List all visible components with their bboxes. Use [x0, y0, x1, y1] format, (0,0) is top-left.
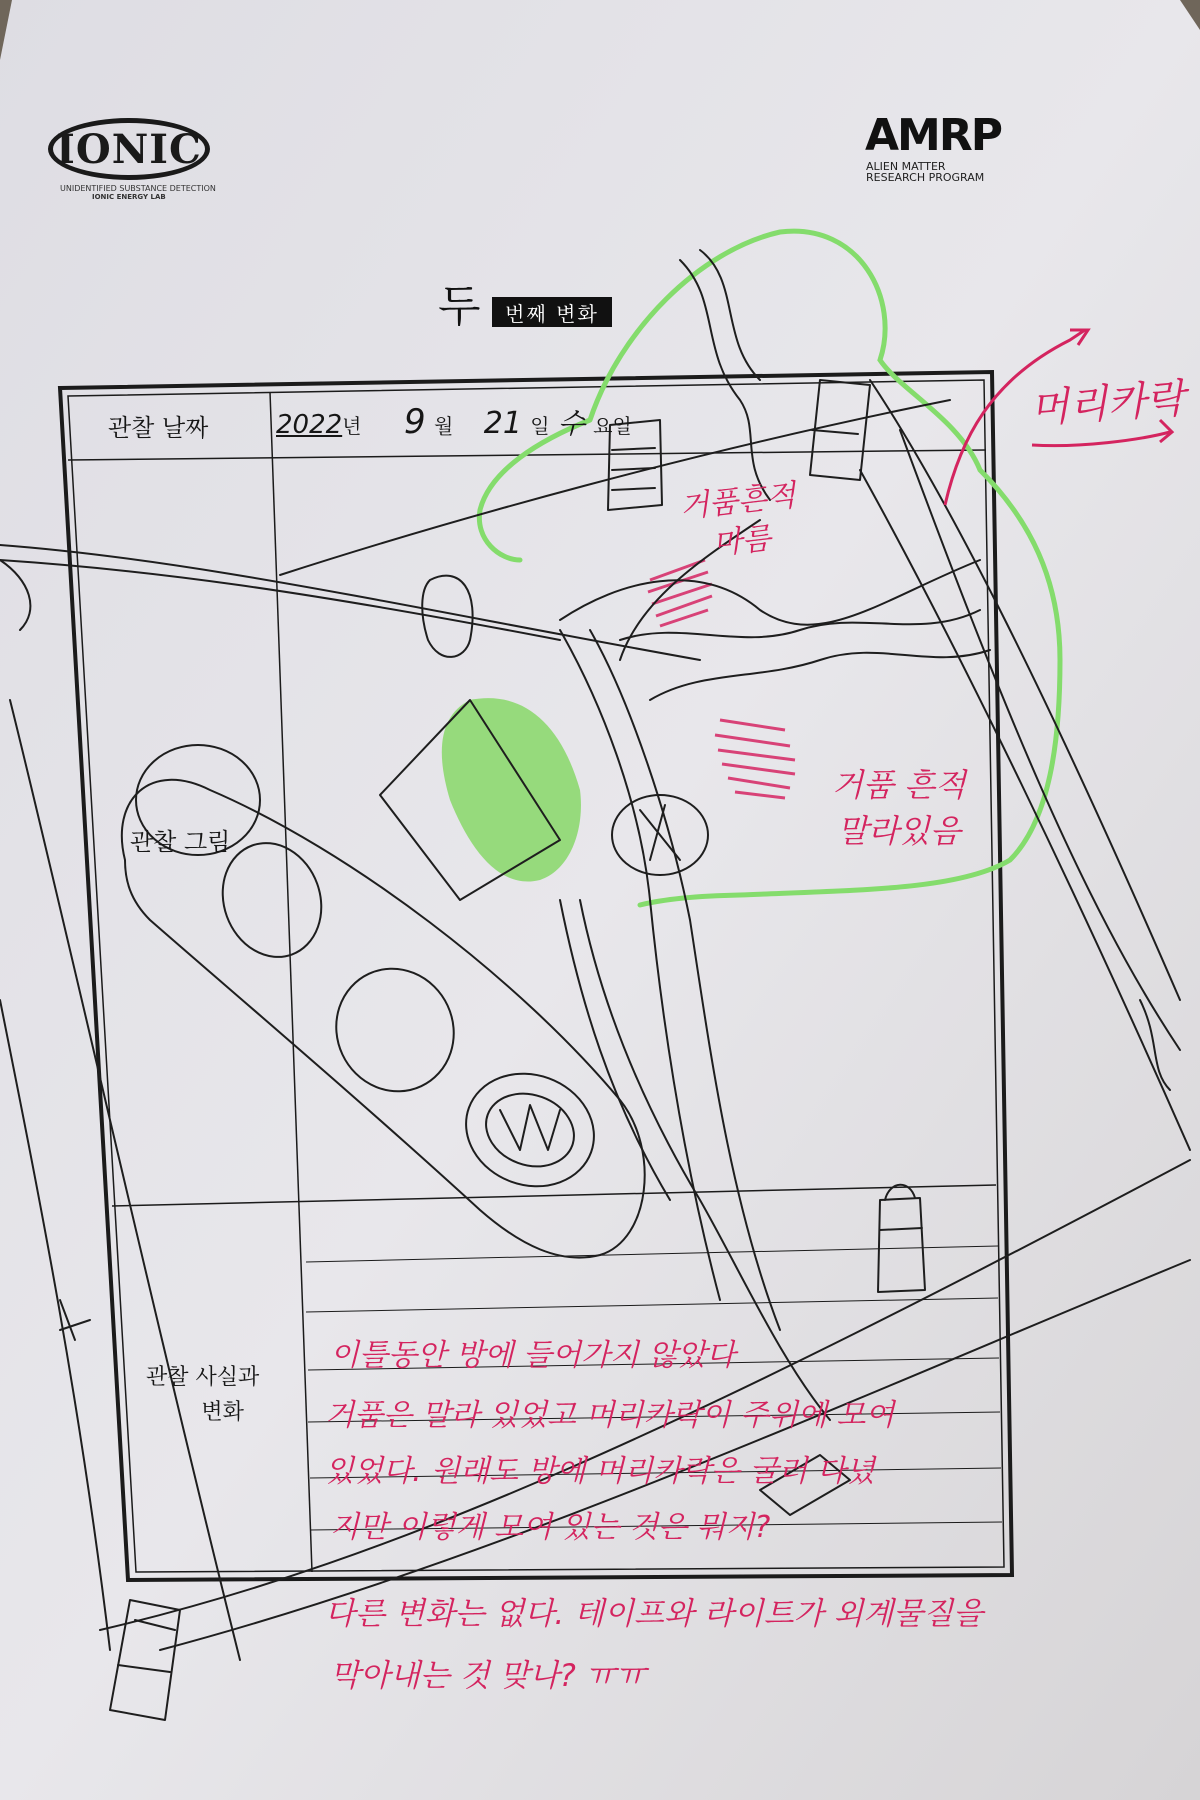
- note-line-4: 지만 이렇게 모여 있는 것은 뭐지?: [330, 1510, 771, 1545]
- annotation-foam-upper: [678, 476, 802, 568]
- note-line-1: 이틀동안 방에 들어가지 않았다: [330, 1338, 736, 1373]
- facts-label-line-2: 변화: [201, 1400, 244, 1425]
- date-year-unit: 년: [342, 414, 362, 438]
- facts-label-line-1: 관찰 사실과: [146, 1365, 260, 1390]
- date-year: 2022: [276, 410, 343, 440]
- amrp-logo-subtitle: [866, 161, 984, 183]
- date-day: 21: [483, 406, 522, 441]
- date-weekday-unit: 요일: [593, 414, 632, 438]
- note-line-2: 거품은 말라 있었고 머리카락이 주위에 모여: [325, 1398, 895, 1433]
- annotation-hair: 머리카락: [1028, 375, 1187, 433]
- foam-upper-line-1: 거품흔적: [678, 478, 798, 526]
- date-day-unit: 일: [530, 414, 550, 438]
- date-weekday: 수: [557, 407, 585, 440]
- date-label: 관찰 날짜: [108, 414, 209, 442]
- note-line-6: 막아내는 것 맞나? ㅠㅠ: [330, 1658, 646, 1694]
- ionic-logo-subtitle: UNIDENTIFIED SUBSTANCE DETECTION: [60, 184, 216, 193]
- drawing-label: 관찰 그림: [130, 828, 231, 856]
- date-month: 9: [404, 402, 426, 442]
- amrp-logo: AMRP: [865, 110, 1001, 161]
- date-month-unit: 월: [433, 414, 454, 438]
- title-handwritten-prefix: 두: [438, 281, 481, 332]
- ionic-logo: IONIC: [48, 118, 210, 180]
- ionic-logo-subtitle-2: IONIC ENERGY LAB: [92, 193, 166, 201]
- foam-upper-line-2: 마름: [711, 520, 773, 562]
- page-title: 번째 변화: [492, 297, 612, 327]
- date-value: [276, 402, 632, 442]
- annotation-foam-lower: [832, 762, 966, 854]
- foam-lower-line-1: 거품 흔적: [832, 766, 966, 804]
- amrp-subtitle-line-2: RESEARCH PROGRAM: [866, 171, 985, 184]
- note-line-5: 다른 변화는 없다. 테이프와 라이트가 외계물질을: [325, 1596, 984, 1632]
- note-line-3: 있었다. 원래도 방에 머리카락은 굴러 다녔: [325, 1454, 875, 1489]
- foam-lower-line-2: 말라있음: [837, 812, 961, 850]
- amrp-subtitle-line-1: ALIEN MATTER: [866, 160, 946, 173]
- facts-label: [146, 1360, 259, 1426]
